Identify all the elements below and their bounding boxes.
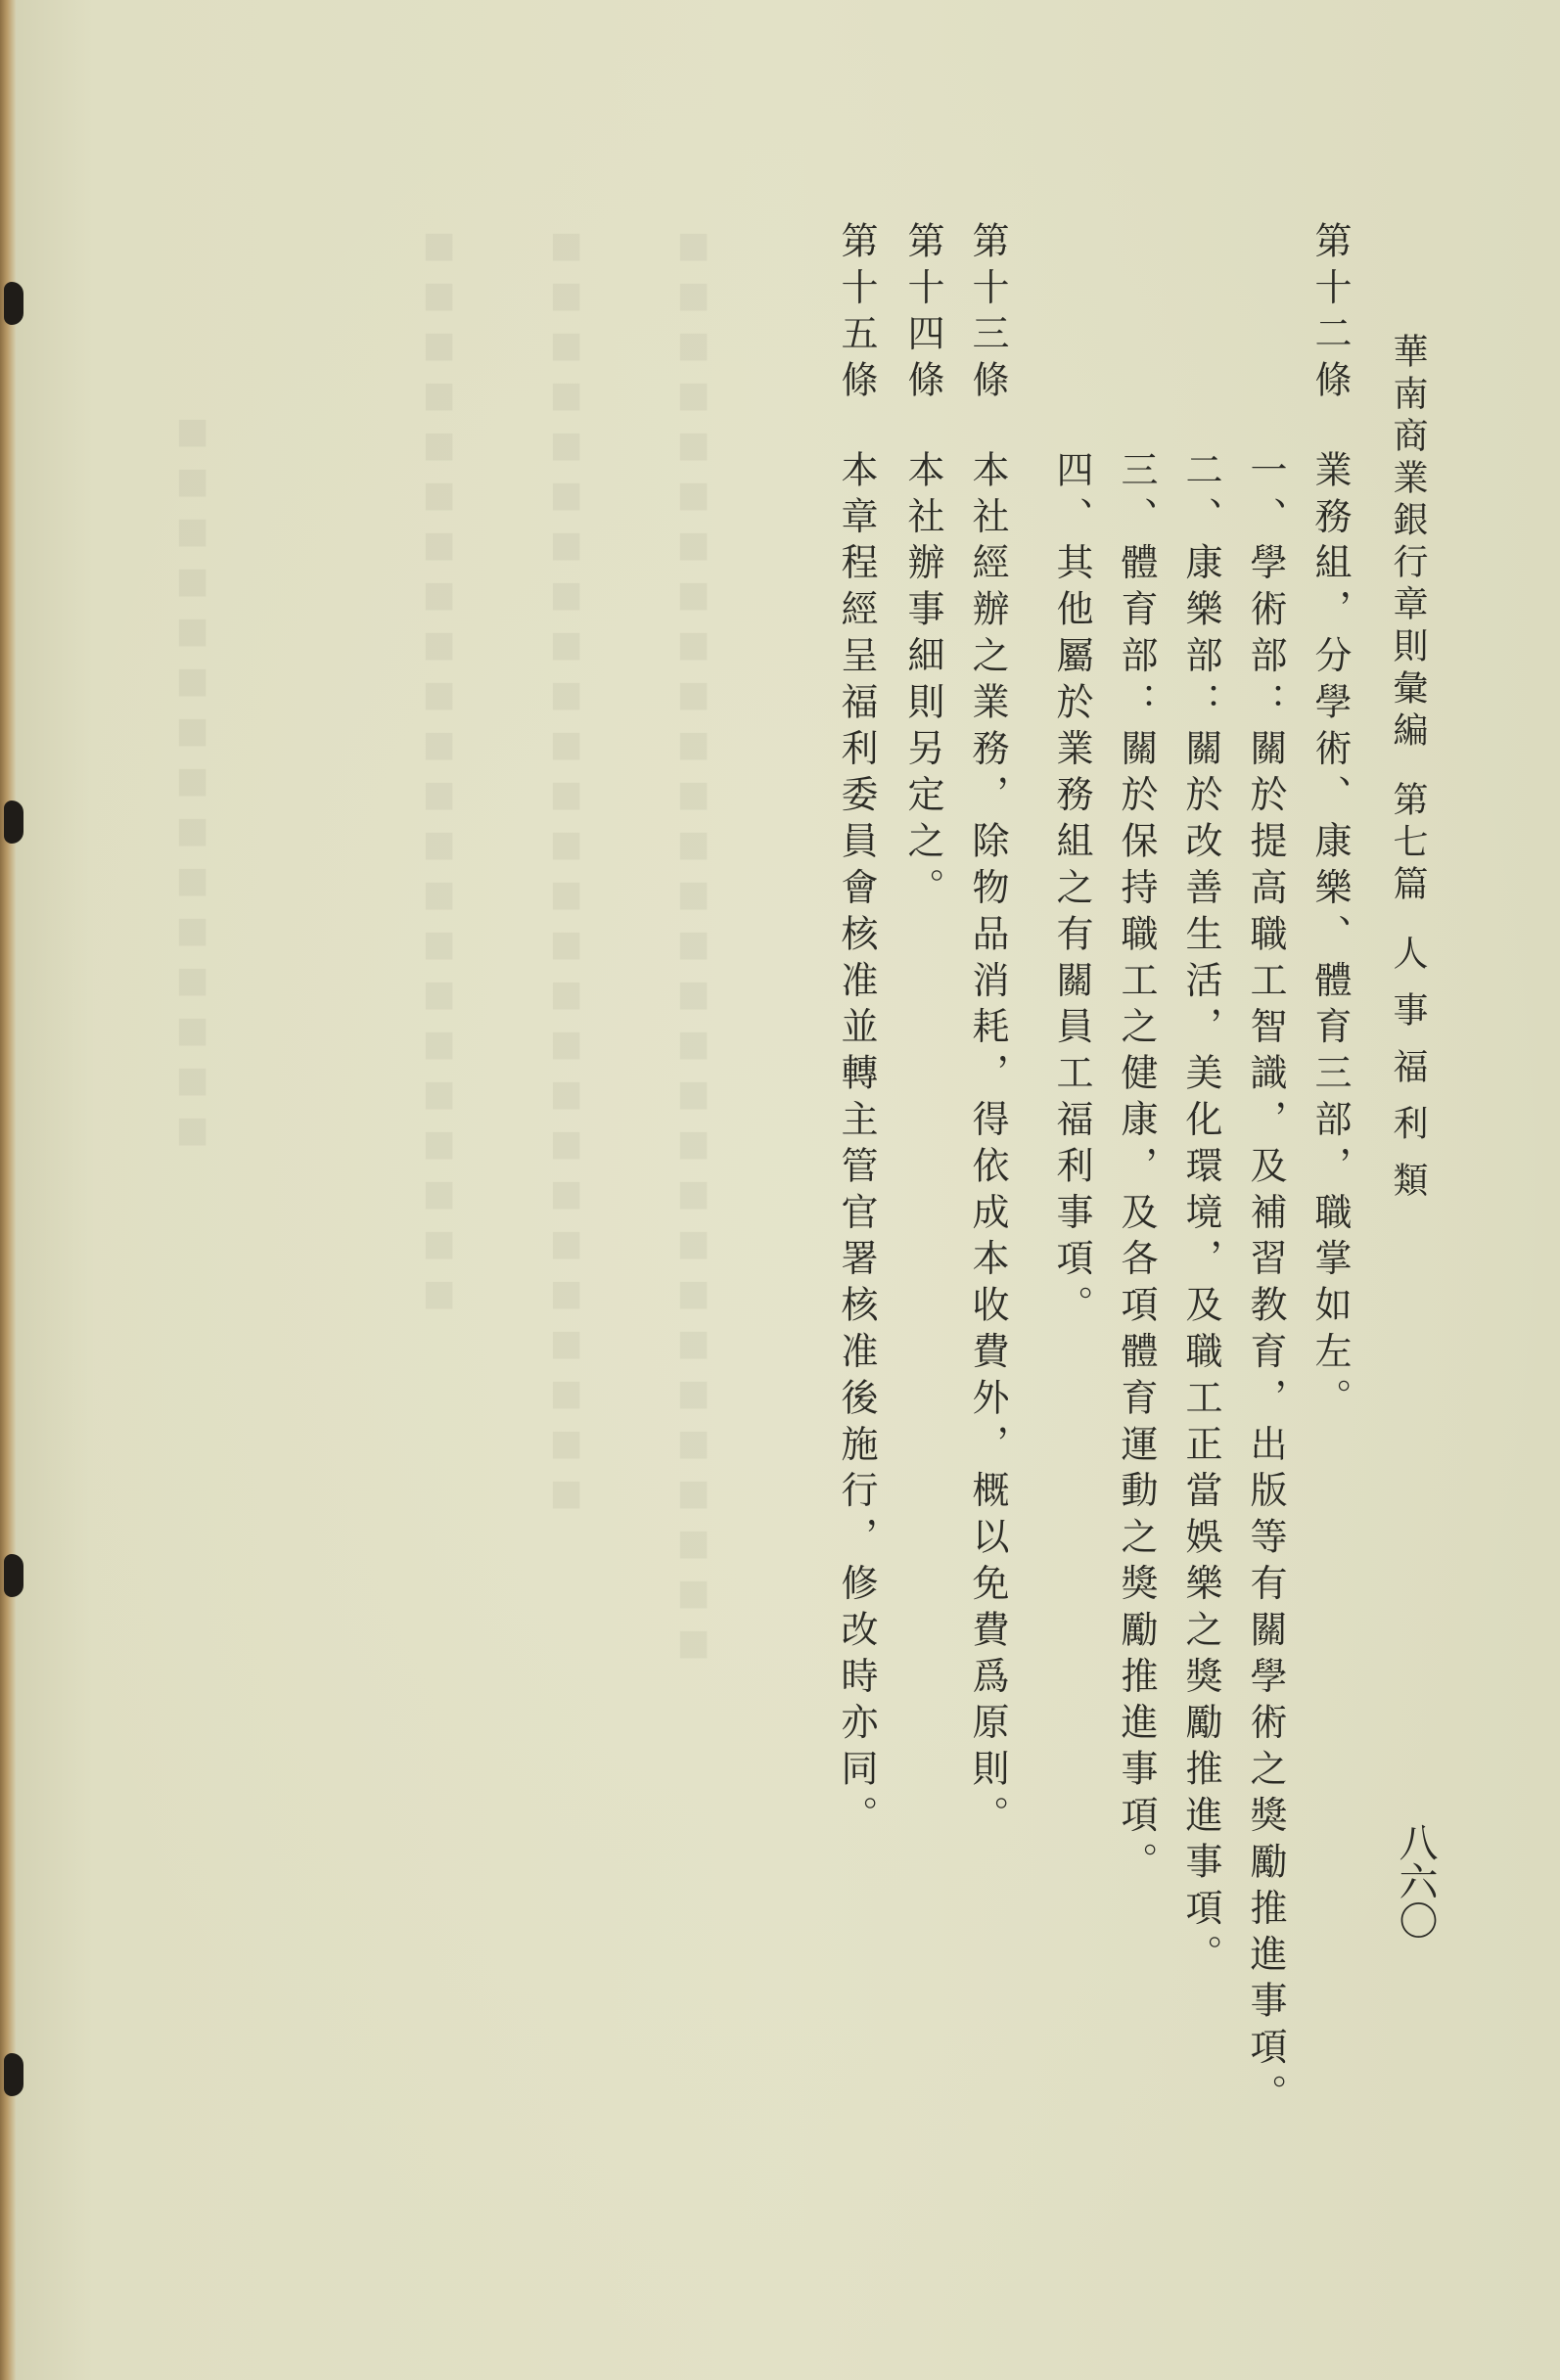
article-label: 第十四條	[901, 221, 944, 407]
category-title: 人事福利類	[1388, 935, 1428, 1218]
binding-spine	[0, 0, 16, 2380]
list-item: 三、體育部：關於保持職工之健康，及各項體育運動之獎勵推進事項。	[1115, 450, 1158, 1889]
article-text-line: 本章程經呈福利委員會核准並轉主管官署核准後施行，修改時亦同。	[835, 450, 878, 1842]
article-text-line: 本社辦事細則另定之。	[901, 450, 944, 914]
bleed-through-shadow: ■■■■■■■■■■■■■■■	[172, 411, 212, 1160]
book-title: 華南商業銀行章則彙編	[1388, 333, 1428, 754]
bleed-through-shadow: ■■■■■■■■■■■■■■■■■■■■■■■■■■■■■	[673, 225, 713, 1672]
binding-stitch	[4, 282, 23, 325]
running-header	[1388, 333, 1428, 1218]
article-text-line: 業務組，分學術、康樂、體育三部，職掌如左。	[1308, 450, 1352, 1425]
binding-stitch	[4, 801, 23, 844]
article-text-line: 本社經辦之業務，除物品消耗，得依成本收費外，概以免費爲原則。	[966, 450, 1009, 1842]
page-number: 八六〇	[1393, 1822, 1438, 1940]
binding-stitch	[4, 2053, 23, 2096]
article-label: 第十五條	[835, 221, 878, 407]
bleed-through-shadow: ■■■■■■■■■■■■■■■■■■■■■■■■■■	[546, 225, 586, 1523]
chapter-title: 第七篇	[1388, 781, 1428, 907]
list-item: 二、康樂部：關於改善生活，美化環境，及職工正當娛樂之獎勵推進事項。	[1179, 450, 1222, 1982]
list-item: 四、其他屬於業務組之有關員工福利事項。	[1050, 450, 1093, 1332]
article-label: 第十三條	[966, 221, 1009, 407]
article-label: 第十二條	[1308, 221, 1352, 407]
bleed-through-shadow: ■■■■■■■■■■■■■■■■■■■■■■	[419, 225, 459, 1323]
binding-stitch	[4, 1554, 23, 1597]
list-item: 一、學術部：關於提高職工智識，及補習教育，出版等有關學術之獎勵推進事項。	[1244, 450, 1287, 2121]
